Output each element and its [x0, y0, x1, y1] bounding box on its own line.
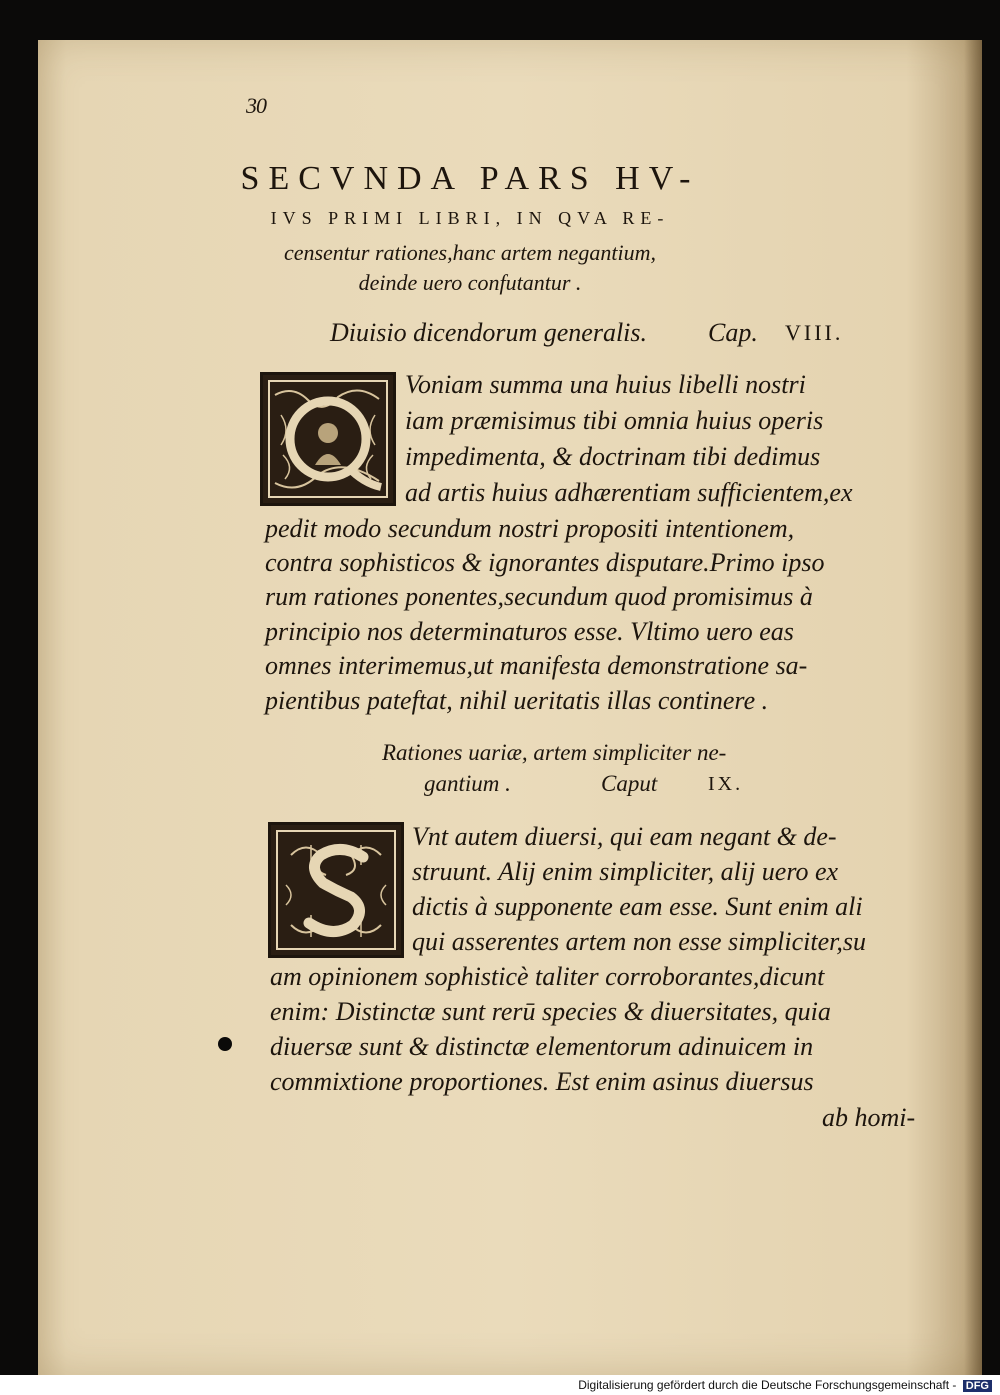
paragraph-2-line-3: dictis à supponente eam esse. Sunt enim ali [412, 892, 863, 921]
heading-line-4: deinde uero confutantur . [358, 270, 582, 295]
digitization-credit [578, 1378, 992, 1392]
paragraph-2-line-7: diuersæ sunt & distinctæ elementorum adinuicem in [270, 1032, 814, 1061]
paragraph-2-line-2: struunt. Alij enim simpliciter, alij uero ex [412, 857, 839, 886]
chapter-9-caput-label: Caput [601, 771, 658, 796]
paragraph-1-line-4: ad artis huius adhærentiam sufficientem,ex [405, 478, 853, 507]
chapter-9-heading-line-1: Rationes uariæ, artem simpliciter ne- [382, 740, 727, 765]
paragraph-1-line-5: pedit modo secundum nostri propositi intentionem, [265, 514, 795, 543]
catchword: ab homi- [822, 1103, 916, 1132]
paragraph-1-line-6: contra sophisticos & ignorantes disputare.Primo ipso [265, 548, 825, 577]
paragraph-1-line-7: rum rationes ponentes,secundum quod promisimus à [265, 582, 813, 611]
paragraph-1-line-10: pientibus pateftat, nihil ueritatis illas continere . [265, 686, 769, 715]
paragraph-1-line-1: Voniam summa una huius libelli nostri [405, 370, 806, 399]
paragraph-1-line-8: principio nos determinaturos esse. Vltimo uero eas [265, 617, 794, 646]
page-gutter-shadow [964, 40, 982, 1375]
paragraph-1-line-2: iam præmisimus tibi omnia huius operis [405, 406, 824, 435]
paragraph-2-line-6: enim: Distinctæ sunt rerū species & diuersitates, quia [270, 997, 831, 1026]
page-number: 30 [246, 93, 266, 118]
paragraph-1-line-3: impedimenta, & doctrinam tibi dedimus [405, 442, 821, 471]
chapter-8-title: Diuisio dicendorum generalis. [330, 318, 648, 347]
decorated-initial-s [268, 822, 404, 958]
chapter-8-heading [330, 318, 870, 348]
paragraph-1-line-9: omnes interimemus,ut manifesta demonstratione sa- [265, 651, 808, 680]
paragraph-2-line-4: qui asserentes artem non esse simpliciter,su [412, 927, 866, 956]
dfg-logo: DFG [963, 1380, 992, 1392]
digitization-credit-text: Digitalisierung gefördert durch die Deutsche Forschungsgemeinschaft - [578, 1378, 957, 1392]
decorated-initial-q [260, 372, 396, 506]
heading-line-3: censentur rationes,hanc artem negantium, [283, 240, 657, 265]
chapter-9-heading-line-2: gantium . [424, 771, 511, 796]
margin-dot [218, 1037, 232, 1051]
ornament-q-icon [263, 375, 393, 503]
heading-line-1: SECVNDA PARS HV- [240, 160, 700, 197]
chapter-8-cap-label: Cap. [708, 318, 758, 347]
heading-line-2: IVS PRIMI LIBRI, IN QVA RE- [270, 208, 670, 228]
ornament-s-icon [271, 825, 401, 955]
chapter-8-number: VIII. [785, 320, 844, 345]
paragraph-2-line-8: commixtione proportiones. Est enim asinus diuersus [270, 1067, 814, 1096]
paragraph-2-line-5: am opinionem sophisticè taliter corroborantes,dicunt [270, 962, 825, 991]
paragraph-2-line-1: Vnt autem diuersi, qui eam negant & de- [412, 822, 837, 851]
chapter-9-number: IX. [708, 773, 744, 795]
